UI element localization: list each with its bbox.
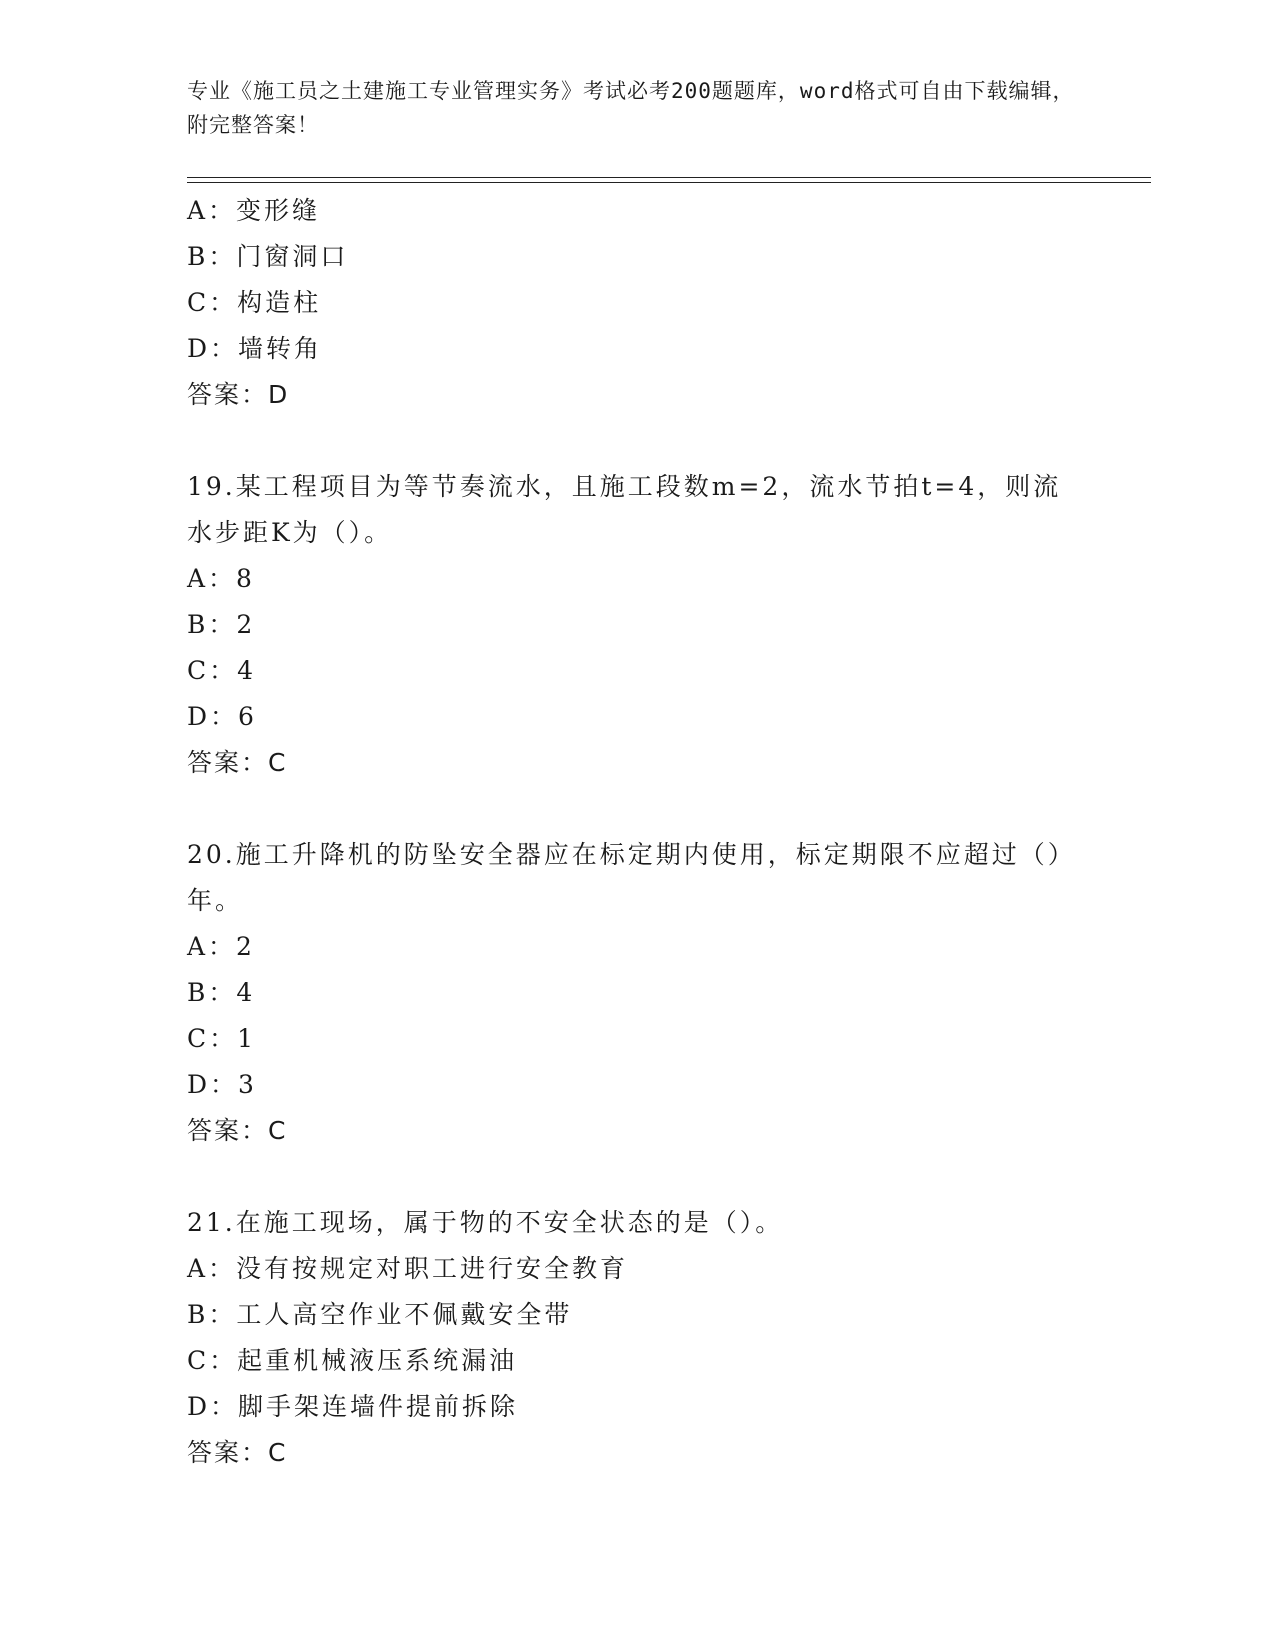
option-d: D：墙转角 [187,334,323,363]
option-b: B：4 [187,978,256,1007]
option-c: C：起重机械液压系统漏油 [187,1346,518,1375]
answer-line: 答案：D [187,380,290,409]
question-block-20 [187,832,1077,1154]
option-d: D：脚手架连墙件提前拆除 [187,1392,519,1421]
option-c: C：1 [187,1024,257,1053]
option-d: D：3 [187,1070,257,1099]
option-b: B：工人高空作业不佩戴安全带 [187,1300,573,1329]
option-a: A：2 [187,932,255,961]
answer-line: 答案：C [187,1116,288,1145]
document-header: 专业《施工员之土建施工专业管理实务》考试必考200题题库，word格式可自由下载编辑，附完整答案！ [187,79,1075,137]
answer-line: 答案：C [187,748,288,777]
option-c: C：4 [187,656,257,685]
question-block-18 [187,188,1077,418]
header-divider-top [187,177,1151,178]
question-text: 20.施工升降机的防坠安全器应在标定期内使用，标定期限不应超过（）年。 [187,840,1076,915]
question-block-21 [187,1200,1077,1476]
answer-line: 答案：C [187,1438,288,1467]
option-b: B：门窗洞口 [187,242,349,271]
option-a: A：没有按规定对职工进行安全教育 [187,1254,629,1283]
question-text: 21.在施工现场，属于物的不安全状态的是（）。 [187,1208,784,1237]
option-a: A：8 [187,564,255,593]
question-text: 19.某工程项目为等节奏流水，且施工段数m=2，流水节拍t=4，则流水步距K为（）。 [187,472,1062,547]
option-a: A：变形缝 [187,196,321,225]
option-c: C：构造柱 [187,288,322,317]
question-block-19 [187,464,1077,786]
header-divider-bottom [187,182,1151,183]
question-list [187,188,1077,1522]
option-b: B：2 [187,610,256,639]
option-d: D：6 [187,702,257,731]
